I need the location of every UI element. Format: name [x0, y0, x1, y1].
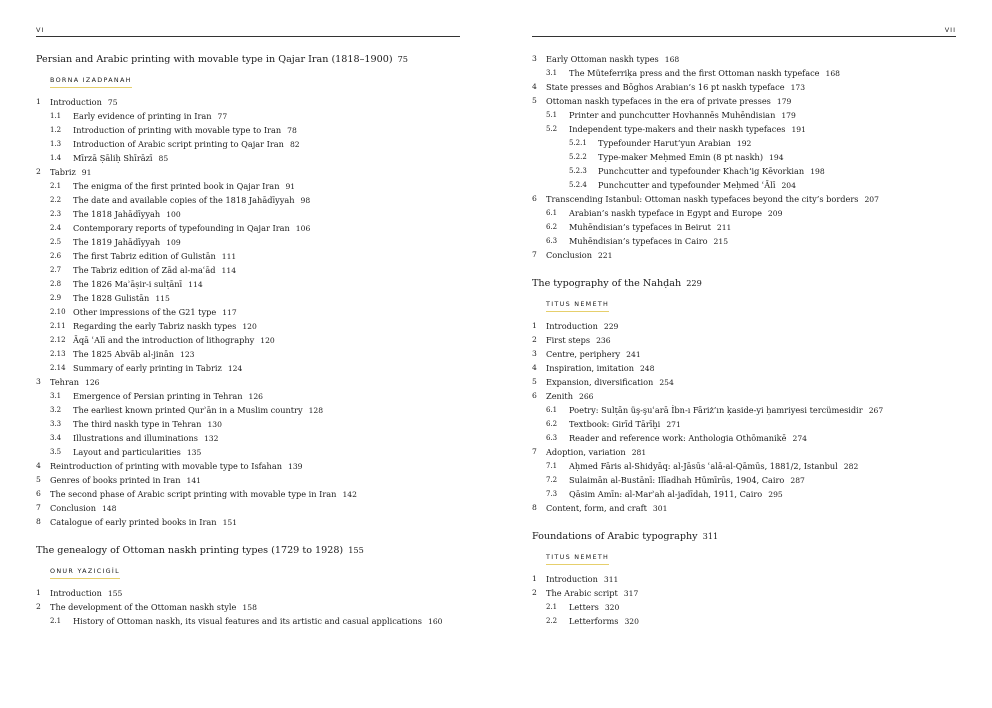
toc-entry-title: Letterforms [569, 616, 619, 626]
toc-entry[interactable] [36, 249, 466, 263]
toc-entry-page: 266 [579, 392, 594, 401]
toc-entry-title: Sulaimān al-Bustānī: Ilīadhah Hūmīrūs, 1904, Cairo [569, 475, 785, 485]
toc-entry[interactable] [532, 572, 962, 586]
toc-entry[interactable] [36, 123, 466, 137]
page-number-left: VI [36, 26, 45, 34]
toc-entry-number: 3.2 [50, 406, 62, 414]
toc-entry-page: 142 [342, 490, 357, 499]
toc-entry-title: Punchcutter and typefounder Meḥmed ʿĀlī [598, 180, 776, 190]
toc-entry[interactable] [532, 445, 962, 459]
toc-entry-page: 155 [107, 589, 123, 598]
chapter-title[interactable] [36, 52, 466, 67]
chapter-author: ONUR YAZICIGİL [50, 566, 120, 579]
toc-entry-title: Zenith [546, 391, 573, 401]
toc-entry-page: 271 [666, 420, 681, 429]
toc-entry[interactable] [532, 150, 962, 164]
toc-entry[interactable] [36, 586, 466, 600]
toc-entry-title: The first Tabriz edition of Gulistān [73, 251, 216, 261]
toc-entry-page: 106 [295, 224, 311, 233]
toc-entry-title: Independent type-makers and their naskh typefaces [569, 124, 786, 134]
toc-entry[interactable] [36, 333, 466, 347]
toc-entry-page: 148 [101, 504, 117, 513]
chapter-author: TITUS NEMETH [546, 299, 609, 312]
toc-entry-number: 3.5 [50, 448, 62, 456]
toc-entry[interactable] [36, 431, 466, 445]
toc-entry-page: 236 [596, 336, 611, 345]
toc-entry-number: 2.4 [50, 224, 62, 232]
toc-entry-title: The Arabic script [546, 588, 618, 598]
toc-entry-number: 2.1 [546, 603, 558, 611]
toc-entry-page: 141 [186, 476, 201, 485]
toc-entry-number: 2.3 [50, 210, 62, 218]
toc-entry-number: 5 [36, 475, 41, 484]
toc-entry-number: 7 [36, 503, 41, 512]
toc-entry[interactable] [36, 445, 466, 459]
toc-entry-page: 124 [227, 364, 243, 373]
toc-entry[interactable] [36, 207, 466, 221]
toc-entry-page: 109 [166, 238, 181, 247]
toc-entry-number: 1 [532, 321, 537, 330]
toc-entry[interactable] [36, 347, 466, 361]
toc-entry[interactable] [532, 136, 962, 150]
toc-entry-title: The third naskh type in Tehran [73, 419, 202, 429]
chapter-title[interactable] [532, 276, 962, 291]
toc-entry[interactable] [36, 361, 466, 375]
toc-entry-title: Tehran [50, 377, 80, 387]
toc-entry[interactable] [36, 263, 466, 277]
toc-entry-number: 3.1 [546, 69, 558, 77]
toc-entry-title: The date and available copies of the 1818 Jahādīyyah [73, 195, 295, 205]
toc-entry-page: 78 [287, 126, 297, 135]
toc-entry-number: 3.3 [50, 420, 62, 428]
toc-entry[interactable] [36, 614, 466, 628]
toc-entry-title: Genres of books printed in Iran [50, 475, 181, 485]
toc-entry-title: Tabriz [50, 167, 76, 177]
toc-entry[interactable] [36, 291, 466, 305]
toc-entry-page: 115 [155, 294, 170, 303]
toc-entry-title: Expansion, diversification [546, 377, 654, 387]
toc-entry-page: 158 [242, 603, 257, 612]
toc-entry-number: 6 [36, 489, 41, 498]
toc-entry[interactable] [36, 305, 466, 319]
toc-entry-number: 6.2 [546, 420, 558, 428]
toc-entry-title: Inspiration, imitation [546, 363, 634, 373]
toc-entry-number: 2 [36, 602, 41, 611]
toc-column-left [36, 52, 466, 628]
toc-entry-title: Ottoman naskh typefaces in the era of private presses [546, 96, 771, 106]
toc-entry-number: 1 [36, 97, 41, 106]
toc-entry-page: 191 [791, 125, 806, 134]
chapter-author: BORNA IZADPANAH [50, 75, 132, 88]
toc-entry-page: 98 [300, 196, 311, 205]
toc-entry[interactable] [36, 165, 466, 179]
toc-entry-title: Type-maker Meḥmed Emin (8 pt naskh) [598, 152, 764, 162]
toc-entry[interactable] [532, 417, 962, 431]
toc-entry-number: 2 [532, 588, 537, 597]
toc-entry-title: The 1818 Jahādīyyah [73, 209, 161, 219]
toc-entry[interactable] [532, 459, 962, 473]
toc-entry-number: 1.4 [50, 154, 62, 162]
toc-entry-number: 3 [532, 349, 537, 358]
toc-entry-title: Introduction [546, 574, 598, 584]
toc-entry-number: 8 [532, 503, 537, 512]
toc-entry[interactable] [532, 206, 962, 220]
toc-entry-page: 120 [242, 322, 257, 331]
toc-entry[interactable] [36, 95, 466, 109]
toc-entry-number: 2 [36, 167, 41, 176]
toc-entry[interactable] [532, 389, 962, 403]
toc-entry-page: 114 [188, 280, 203, 289]
toc-entry-title: Mīrzā Ṣāliḥ Shīrāzī [73, 153, 153, 163]
toc-entry[interactable] [532, 375, 962, 389]
header-rule-left [36, 36, 460, 37]
toc-entry[interactable] [532, 94, 962, 108]
toc-entry-page: 229 [603, 322, 619, 331]
toc-entry-title: Punchcutter and typefounder Khach‘ig Kēvorkian [598, 166, 805, 176]
toc-entry-number: 2.11 [50, 322, 66, 330]
toc-entry-page: 320 [604, 603, 620, 612]
toc-entry-number: 1.2 [50, 126, 62, 134]
toc-entry-title: First steps [546, 335, 591, 345]
toc-entry-number: 5.2 [546, 125, 558, 133]
toc-entry-title: Muhēndisian’s typefaces in Cairo [569, 236, 708, 246]
toc-entry-title: Illustrations and illuminations [73, 433, 198, 443]
toc-entry[interactable] [532, 614, 962, 628]
chapter-page-number: 155 [348, 545, 364, 555]
toc-entry-page: 173 [790, 83, 806, 92]
toc-entry-title: Content, form, and craft [546, 503, 647, 513]
toc-entry-page: 77 [217, 112, 228, 121]
toc-entry-title: Introduction [546, 321, 598, 331]
toc-entry[interactable] [532, 586, 962, 600]
toc-entry-page: 204 [781, 181, 796, 190]
section-spacer [36, 529, 466, 543]
toc-entry-number: 5 [532, 377, 537, 386]
toc-entry-page: 254 [659, 378, 674, 387]
toc-entry-page: 120 [260, 336, 275, 345]
toc-entry-page: 91 [81, 168, 92, 177]
toc-entry-page: 221 [597, 251, 613, 260]
toc-entry-title: Layout and particularities [73, 447, 181, 457]
toc-entry-title: Introduction [50, 588, 102, 598]
chapter-author: TITUS NEMETH [546, 552, 609, 565]
chapter-page-number: 229 [686, 278, 702, 288]
toc-entry-page: 91 [285, 182, 296, 191]
toc-entry-page: 209 [767, 209, 783, 218]
toc-entry[interactable] [36, 193, 466, 207]
toc-entry-number: 2.14 [50, 364, 66, 372]
toc-entry-number: 1 [532, 574, 537, 583]
section-spacer [532, 515, 962, 529]
toc-entry-page: 194 [769, 153, 784, 162]
toc-entry-page: 123 [179, 350, 195, 359]
toc-entry[interactable] [532, 52, 962, 66]
toc-entry[interactable] [532, 319, 962, 333]
toc-entry[interactable] [36, 473, 466, 487]
toc-entry-page: 168 [825, 69, 841, 78]
toc-entry[interactable] [532, 192, 962, 206]
toc-entry-number: 5.2.1 [569, 139, 587, 147]
toc-entry-number: 4 [532, 82, 537, 91]
toc-entry-title: The 1825 Abvāb al-jinān [73, 349, 174, 359]
toc-entry-title: Summary of early printing in Tabriz [73, 363, 222, 373]
toc-entry-page: 317 [623, 589, 639, 598]
toc-entry-title: Centre, periphery [546, 349, 621, 359]
toc-entry-number: 3.1 [50, 392, 62, 400]
toc-entry-title: Introduction of Arabic script printing to Qajar Iran [73, 139, 284, 149]
toc-entry-number: 2.9 [50, 294, 62, 302]
toc-entry[interactable] [36, 109, 466, 123]
toc-entry-title: Reader and reference work: Anthologia Othōmanikē [569, 433, 787, 443]
toc-entry-number: 2.7 [50, 266, 62, 274]
toc-entry-page: 128 [308, 406, 324, 415]
toc-entry-page: 311 [603, 575, 619, 584]
toc-entry-title: Early evidence of printing in Iran [73, 111, 212, 121]
toc-entry-title: Āqā ʿAlī and the introduction of lithography [73, 335, 255, 345]
toc-entry-title: Arabian’s naskh typeface in Egypt and Europe [569, 208, 762, 218]
toc-entry-number: 5.2.4 [569, 181, 587, 189]
toc-entry[interactable] [532, 66, 962, 80]
toc-entry-title: Contemporary reports of typefounding in Qajar Iran [73, 223, 290, 233]
toc-entry-number: 3 [532, 54, 537, 63]
toc-entry[interactable] [36, 403, 466, 417]
toc-entry-title: The earliest known printed Qurʾān in a Muslim country [73, 405, 303, 415]
toc-entry-page: 287 [790, 476, 805, 485]
toc-entry-title: Transcending Istanbul: Ottoman naskh typefaces beyond the city’s borders [546, 194, 859, 204]
chapter-title-text: The typography of the Nahḍah [532, 278, 682, 289]
toc-entry-page: 111 [221, 252, 237, 261]
toc-entry-number: 5.2.3 [569, 167, 587, 175]
section-spacer [532, 262, 962, 276]
toc-entry-page: 126 [248, 392, 264, 401]
toc-entry-title: Conclusion [50, 503, 96, 513]
toc-entry-page: 295 [768, 490, 783, 499]
chapter-page-number: 311 [702, 531, 719, 541]
toc-entry[interactable] [532, 122, 962, 136]
toc-entry-number: 2.2 [546, 617, 558, 625]
toc-entry-title: Introduction of printing with movable type to Iran [73, 125, 282, 135]
toc-entry-page: 211 [716, 223, 732, 232]
toc-entry-number: 8 [36, 517, 41, 526]
toc-entry-title: Early Ottoman naskh types [546, 54, 659, 64]
toc-entry-number: 1.3 [50, 140, 62, 148]
toc-entry-number: 1 [36, 588, 41, 597]
toc-entry-page: 207 [864, 195, 879, 204]
toc-entry[interactable] [36, 221, 466, 235]
chapter-title-text: The genealogy of Ottoman naskh printing types (1729 to 1928) [36, 545, 344, 556]
toc-entry-page: 135 [186, 448, 202, 457]
toc-entry[interactable] [532, 333, 962, 347]
toc-entry-title: Catalogue of early printed books in Iran [50, 517, 217, 527]
toc-entry-page: 126 [85, 378, 100, 387]
toc-entry-number: 2.1 [50, 182, 62, 190]
toc-entry-title: The 1828 Gulistān [73, 293, 150, 303]
toc-entry[interactable] [36, 515, 466, 529]
toc-entry[interactable] [532, 248, 962, 262]
toc-entry[interactable] [532, 473, 962, 487]
toc-entry-number: 3 [36, 377, 41, 386]
toc-entry[interactable] [532, 431, 962, 445]
toc-entry[interactable] [36, 600, 466, 614]
toc-entry-title: The Müteferriḳa press and the first Ottoman naskh typeface [569, 68, 820, 78]
toc-entry[interactable] [532, 220, 962, 234]
toc-entry-number: 7 [532, 250, 537, 259]
toc-entry-page: 274 [792, 434, 807, 443]
toc-entry-page: 215 [713, 237, 729, 246]
toc-entry-title: History of Ottoman naskh, its visual features and its artistic and casual applications [73, 616, 422, 626]
toc-entry-title: The 1826 Maʾāṣir-i sulṭānī [73, 279, 183, 289]
toc-entry[interactable] [532, 164, 962, 178]
toc-entry-title: Letters [569, 602, 599, 612]
toc-entry[interactable] [36, 137, 466, 151]
toc-entry-title: Textbook: Girīd Tārīḫi [569, 419, 661, 429]
toc-entry[interactable] [36, 319, 466, 333]
toc-entry-page: 179 [781, 111, 796, 120]
toc-entry[interactable] [36, 459, 466, 473]
toc-entry-number: 5 [532, 96, 537, 105]
toc-entry[interactable] [532, 361, 962, 375]
toc-entry-title: Other impressions of the G21 type [73, 307, 217, 317]
toc-entry-page: 151 [222, 518, 238, 527]
toc-entry-number: 2.6 [50, 252, 62, 260]
toc-entry-number: 2.12 [50, 336, 66, 344]
toc-entry-page: 179 [776, 97, 792, 106]
toc-entry[interactable] [36, 151, 466, 165]
toc-entry-number: 7 [532, 447, 537, 456]
toc-entry-title: Aḥmed Fāris al-Shidyāq: al-Jāsūs ʿalā-al-Qāmūs, 1881/2, Istanbul [569, 461, 838, 471]
toc-entry-page: 160 [427, 617, 443, 626]
toc-entry-page: 82 [289, 140, 300, 149]
toc-entry-number: 6.1 [546, 209, 558, 217]
toc-entry[interactable] [36, 179, 466, 193]
toc-entry[interactable] [36, 501, 466, 515]
toc-entry-page: 85 [158, 154, 169, 163]
toc-entry-page: 198 [810, 167, 825, 176]
toc-entry-title: Poetry: Sulṭān üş-şuʿarā İbn-ı Fāriż’ın ḳaside-yi ḥamriyesi tercümesidir [569, 405, 863, 415]
toc-entry[interactable] [36, 235, 466, 249]
toc-entry-page: 114 [221, 266, 237, 275]
toc-entry-title: Typefounder Harut‘yun Arabian [598, 138, 731, 148]
toc-entry[interactable] [532, 108, 962, 122]
chapter-title-text: Persian and Arabic printing with movable type in Qajar Iran (1818–1900) [36, 54, 393, 65]
toc-entry-title: The enigma of the first printed book in Qajar Iran [73, 181, 280, 191]
toc-entry-number: 1.1 [50, 112, 62, 120]
toc-entry-number: 6 [532, 194, 537, 203]
toc-entry-page: 100 [166, 210, 181, 219]
toc-entry[interactable] [36, 417, 466, 431]
toc-entry-number: 5.1 [546, 111, 558, 119]
toc-entry-page: 248 [639, 364, 655, 373]
toc-entry-number: 7.3 [546, 490, 558, 498]
toc-column-right [532, 52, 962, 628]
toc-entry[interactable] [36, 389, 466, 403]
toc-entry-page: 168 [664, 55, 680, 64]
chapter-title[interactable] [36, 543, 466, 558]
toc-entry-title: Conclusion [546, 250, 592, 260]
toc-entry[interactable] [532, 234, 962, 248]
toc-entry-number: 4 [36, 461, 41, 470]
toc-entry-number: 6.1 [546, 406, 558, 414]
toc-entry-number: 5.2.2 [569, 153, 587, 161]
toc-entry-title: Introduction [50, 97, 102, 107]
toc-entry-number: 2.2 [50, 196, 62, 204]
toc-entry-page: 139 [288, 462, 303, 471]
toc-entry-title: Muhēndisian’s typefaces in Beirut [569, 222, 711, 232]
toc-entry-number: 6 [532, 391, 537, 400]
toc-entry-page: 281 [631, 448, 647, 457]
toc-entry-number: 6.3 [546, 237, 558, 245]
chapter-page-number: 75 [397, 54, 408, 64]
toc-entry-number: 6.2 [546, 223, 558, 231]
toc-entry-title: The Tabriz edition of Zād al-maʿād [73, 265, 216, 275]
toc-entry-number: 2 [532, 335, 537, 344]
toc-entry-title: The development of the Ottoman naskh style [50, 602, 237, 612]
toc-entry[interactable] [36, 487, 466, 501]
toc-entry-page: 320 [624, 617, 639, 626]
toc-entry-title: Printer and punchcutter Hovhannēs Muhēndisian [569, 110, 776, 120]
toc-entry-title: State presses and Bōghos Arabian’s 16 pt naskh typeface [546, 82, 785, 92]
toc-entry-number: 2.8 [50, 280, 62, 288]
toc-entry[interactable] [36, 277, 466, 291]
toc-entry-page: 267 [868, 406, 884, 415]
toc-entry-page: 130 [207, 420, 222, 429]
header-rule-right [532, 36, 956, 37]
toc-entry[interactable] [532, 80, 962, 94]
toc-entry-number: 2.5 [50, 238, 62, 246]
toc-entry[interactable] [532, 600, 962, 614]
toc-entry[interactable] [532, 403, 962, 417]
toc-entry-title: Qāsim Amīn: al-Marʾah al-jadīdah, 1911, Cairo [569, 489, 763, 499]
toc-entry-number: 2.13 [50, 350, 66, 358]
toc-entry-title: Regarding the early Tabriz naskh types [73, 321, 237, 331]
toc-entry-number: 3.4 [50, 434, 62, 442]
toc-entry-title: The second phase of Arabic script printing with movable type in Iran [50, 489, 337, 499]
toc-entry-number: 7.2 [546, 476, 558, 484]
toc-entry-page: 117 [222, 308, 237, 317]
toc-entry-title: The 1819 Jahādīyyah [73, 237, 161, 247]
toc-entry-title: Adoption, variation [546, 447, 626, 457]
toc-entry[interactable] [532, 347, 962, 361]
toc-entry[interactable] [532, 178, 962, 192]
toc-entry-page: 75 [107, 98, 118, 107]
toc-entry-page: 282 [843, 462, 859, 471]
toc-entry-page: 132 [203, 434, 219, 443]
toc-entry-number: 2.10 [50, 308, 66, 316]
toc-entry[interactable] [36, 375, 466, 389]
toc-entry-title: Emergence of Persian printing in Tehran [73, 391, 243, 401]
toc-entry-number: 6.3 [546, 434, 558, 442]
toc-entry-number: 4 [532, 363, 537, 372]
page-number-right: VII [944, 26, 956, 34]
toc-entry[interactable] [532, 501, 962, 515]
toc-entry[interactable] [532, 487, 962, 501]
chapter-title[interactable] [532, 529, 962, 544]
chapter-title-text: Foundations of Arabic typography [532, 531, 698, 542]
toc-entry-page: 301 [652, 504, 668, 513]
toc-entry-page: 192 [736, 139, 752, 148]
toc-entry-page: 241 [626, 350, 641, 359]
toc-entry-title: Reintroduction of printing with movable type to Isfahan [50, 461, 282, 471]
toc-entry-number: 2.1 [50, 617, 62, 625]
toc-entry-number: 7.1 [546, 462, 558, 470]
